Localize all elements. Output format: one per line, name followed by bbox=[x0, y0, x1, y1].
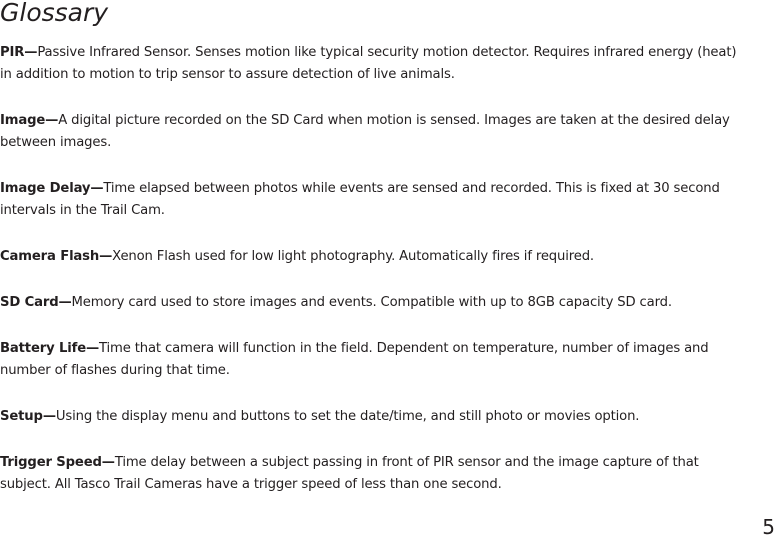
glossary-term: SD Card— bbox=[0, 295, 72, 310]
glossary-entry-image bbox=[0, 110, 750, 154]
page-title: Glossary bbox=[0, 0, 109, 27]
glossary-definition: Using the display menu and buttons to set the date/time, and still photo or movies option. bbox=[55, 409, 640, 424]
glossary-entry-image-delay bbox=[0, 178, 750, 222]
glossary-term: Trigger Speed— bbox=[0, 455, 115, 470]
page-number: 5 bbox=[762, 515, 775, 539]
glossary-term: PIR— bbox=[0, 45, 38, 60]
glossary-list bbox=[0, 42, 750, 520]
glossary-definition: Memory card used to store images and events. Compatible with up to 8GB capacity SD card. bbox=[71, 295, 672, 310]
glossary-term: Setup— bbox=[0, 409, 56, 424]
glossary-term: Camera Flash— bbox=[0, 249, 113, 264]
glossary-definition: A digital picture recorded on the SD Card when motion is sensed. Images are taken at the desired delay between images. bbox=[0, 113, 730, 150]
glossary-entry-battery-life bbox=[0, 338, 750, 382]
glossary-entry-sd-card bbox=[0, 292, 750, 314]
glossary-term: Image Delay— bbox=[0, 181, 104, 196]
glossary-entry-trigger-speed bbox=[0, 452, 750, 496]
glossary-definition: Xenon Flash used for low light photography. Automatically fires if required. bbox=[112, 249, 594, 264]
glossary-entry-pir bbox=[0, 42, 750, 86]
glossary-term: Image— bbox=[0, 113, 59, 128]
glossary-entry-camera-flash bbox=[0, 246, 750, 268]
glossary-term: Battery Life— bbox=[0, 341, 100, 356]
glossary-definition: Time elapsed between photos while events are sensed and recorded. This is fixed at 30 second intervals in the Trail Cam. bbox=[0, 181, 720, 218]
glossary-definition: Time that camera will function in the field. Dependent on temperature, number of images and number of flashes during that time. bbox=[0, 341, 709, 378]
glossary-definition: Passive Infrared Sensor. Senses motion like typical security motion detector. Requires infrared energy (heat) in addition to motion to trip sensor to assure detection of live animals. bbox=[0, 45, 737, 82]
glossary-entry-setup bbox=[0, 406, 750, 428]
glossary-definition: Time delay between a subject passing in front of PIR sensor and the image capture of that subject. All Tasco Trail Cameras have a trigger speed of less than one second. bbox=[0, 455, 699, 492]
